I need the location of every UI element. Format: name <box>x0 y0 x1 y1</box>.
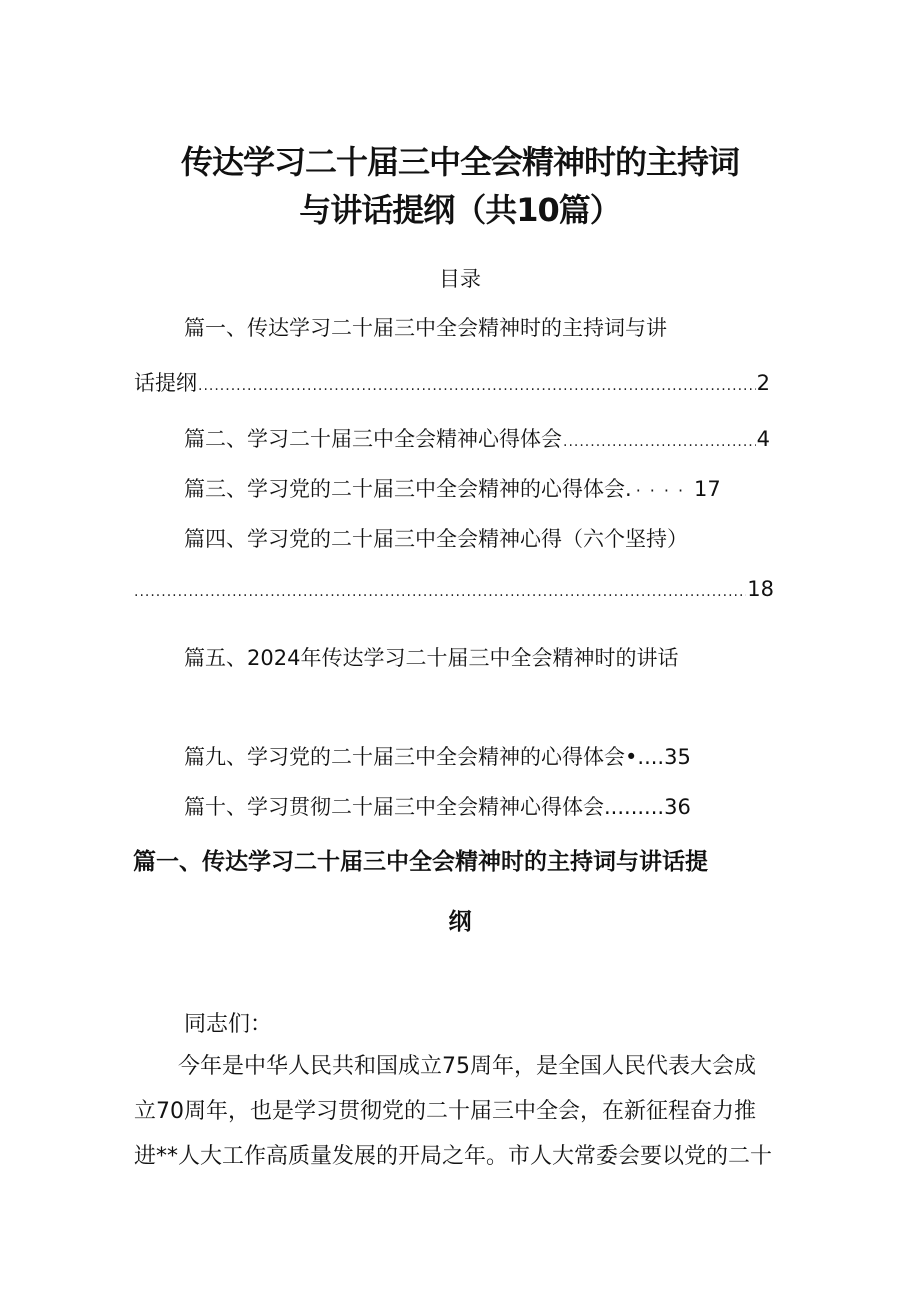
toc-entry-9-page: 35 <box>664 745 691 769</box>
toc-entry-10-leader: ......... <box>604 795 665 819</box>
document-title-line-1: 传达学习二十届三中全会精神时的主持词 <box>180 143 739 181</box>
toc-entry-3-label: 篇三、学习党的二十届三中全会精神的心得体会. <box>184 477 632 501</box>
paragraph-line-3: 进**人大工作高质量发展的开局之年。市人大常委会要以党的二十 <box>134 1144 773 1169</box>
toc-entry-3-leader: ···· <box>635 481 693 500</box>
toc-leader <box>198 371 756 401</box>
toc-entry-4-label[interactable]: 篇四、学习党的二十届三中全会精神心得（六个坚持） <box>184 527 688 551</box>
toc-entry-2-label: 篇二、学习二十届三中全会精神心得体会 <box>184 427 562 451</box>
toc-entry-3-page: 17 <box>694 477 721 501</box>
document-title-line-2: 与讲话提纲（共10篇） <box>299 191 621 229</box>
toc-leader <box>563 427 756 457</box>
toc-entry-3[interactable] <box>184 474 721 506</box>
toc-entry-1-continuation-text: 话提纲 <box>134 371 197 395</box>
toc-entry-1-page: 2 <box>756 371 770 395</box>
section-title-line-2: 纲 <box>448 909 472 935</box>
paragraph-line-1: 今年是中华人民共和国成立75周年，是全国人民代表大会成 <box>178 1054 756 1079</box>
salutation: 同志们： <box>184 1012 273 1037</box>
toc-leader <box>134 577 746 607</box>
toc-entry-5-label[interactable]: 篇五、2024年传达学习二十届三中全会精神时的讲话 <box>184 646 679 670</box>
toc-entry-9-label: 篇九、学习党的二十届三中全会精神的心得体会• <box>184 745 638 769</box>
toc-entry-4-continuation[interactable] <box>134 574 774 607</box>
toc-entry-9[interactable] <box>184 742 691 772</box>
toc-entry-4-page: 18 <box>747 577 774 601</box>
toc-entry-10-page: 36 <box>664 795 691 819</box>
toc-entry-10[interactable] <box>184 792 691 822</box>
toc-entry-1-label[interactable]: 篇一、传达学习二十届三中全会精神时的主持词与讲 <box>184 316 667 340</box>
section-title-line-1: 篇一、传达学习二十届三中全会精神时的主持词与讲话提 <box>133 849 708 875</box>
toc-entry-2[interactable] <box>184 424 770 457</box>
toc-entry-10-label: 篇十、学习贯彻二十届三中全会精神心得体会 <box>184 795 604 819</box>
paragraph-line-2: 立70周年，也是学习贯彻党的二十届三中全会，在新征程奋力推 <box>134 1099 756 1124</box>
toc-heading: 目录 <box>439 267 481 291</box>
toc-entry-1-continuation[interactable] <box>134 368 770 401</box>
toc-entry-2-page: 4 <box>756 427 770 451</box>
toc-entry-9-leader: .... <box>637 745 665 769</box>
